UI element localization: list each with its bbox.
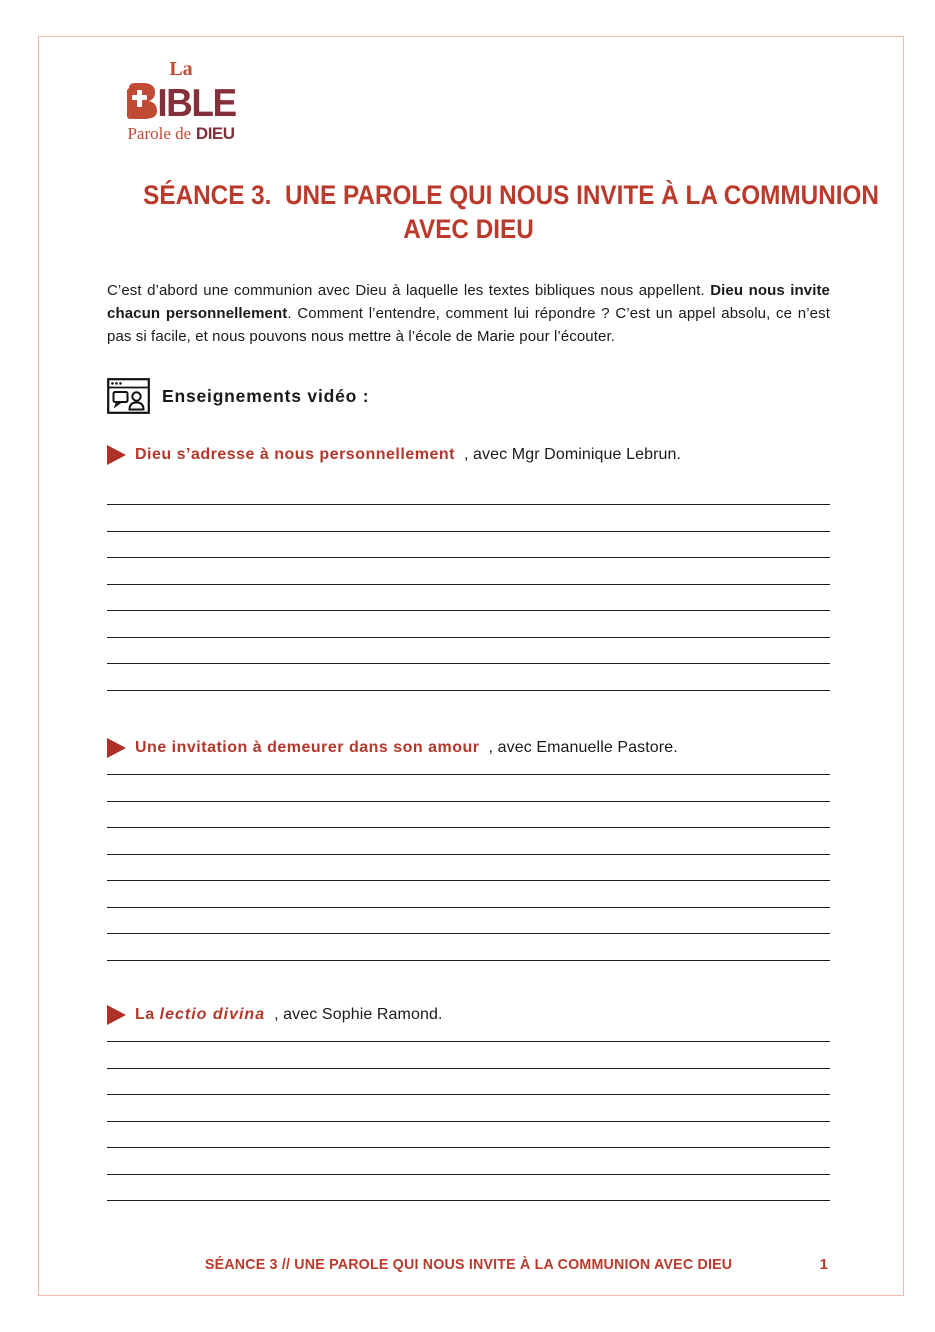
writing-line — [107, 479, 830, 506]
writing-line — [107, 855, 830, 882]
page-footer — [107, 1256, 830, 1276]
page-title-line1: SÉANCE 3. UNE PAROLE QUI NOUS INVITE À LA COMMUNION — [143, 180, 879, 210]
writing-line — [107, 881, 830, 908]
section-1-title: Dieu s’adresse à nous personnellement — [135, 445, 455, 463]
intro-text-after: . Comment l’entendre, comment lui répondre ? C’est un appel absolu, ce n’est pas si facile, et nous pouvons nous mettre à l’école de Marie pour l’écouter. — [107, 305, 830, 345]
video-header-label: Enseignements vidéo : — [162, 385, 370, 406]
footer-title: SÉANCE 3 // UNE PAROLE QUI NOUS INVITE À LA COMMUNION AVEC DIEU — [204, 1256, 733, 1273]
writing-line — [107, 532, 830, 559]
section-3-title: La lectio divina — [135, 1006, 266, 1023]
logo-tagline — [113, 125, 249, 142]
writing-line — [107, 1175, 830, 1202]
page-title — [107, 178, 879, 246]
writing-line — [107, 1122, 830, 1149]
writing-line — [107, 558, 830, 585]
writing-line — [107, 908, 830, 935]
writing-line — [107, 505, 830, 532]
writing-line — [107, 611, 830, 638]
logo-parole-text: Parole de — [127, 124, 192, 143]
writing-line — [107, 934, 830, 961]
section-1-speaker: , avec Mgr Dominique Lebrun. — [463, 445, 682, 463]
play-icon — [107, 445, 126, 465]
video-header — [107, 378, 830, 414]
logo-bible-text: IBLE — [157, 81, 236, 125]
intro-text-before: C’est d’abord une communion avec Dieu à laquelle les textes bibliques nous appellent. — [107, 282, 711, 299]
writing-line — [107, 585, 830, 612]
page-number: 1 — [819, 1256, 828, 1273]
play-icon — [107, 1005, 126, 1025]
play-icon — [107, 738, 126, 758]
writing-line — [107, 775, 830, 802]
writing-line — [107, 1069, 830, 1096]
page-content — [107, 0, 879, 1201]
section-3-speaker: , avec Sophie Ramond. — [274, 1006, 443, 1023]
writing-line — [107, 828, 830, 855]
section-2-title: Une invitation à demeurer dans son amour — [135, 739, 480, 756]
intro-text-bold: Dieu nous invite chacun personnellement — [107, 282, 831, 322]
writing-lines-section-1 — [107, 479, 830, 691]
logo-dieu-text: DIEU — [195, 124, 235, 143]
book-with-cross-icon — [126, 81, 157, 121]
writing-line — [107, 1095, 830, 1122]
section-2-speaker: , avec Emanuelle Pastore. — [488, 739, 678, 756]
writing-line — [107, 1148, 830, 1175]
logo-la-text: La — [169, 58, 193, 80]
writing-line — [107, 664, 830, 691]
writing-line — [107, 802, 830, 829]
writing-lines-section-2 — [107, 749, 830, 961]
video-section-1-heading — [107, 443, 830, 466]
bible-logo — [113, 59, 249, 142]
page-title-line2: AVEC DIEU — [403, 214, 534, 244]
intro-paragraph — [107, 279, 830, 348]
writing-line — [107, 1042, 830, 1069]
writing-lines-section-3 — [107, 1016, 830, 1202]
writing-line — [107, 638, 830, 665]
logo-bible-row — [113, 80, 249, 125]
video-conference-icon — [107, 378, 150, 414]
